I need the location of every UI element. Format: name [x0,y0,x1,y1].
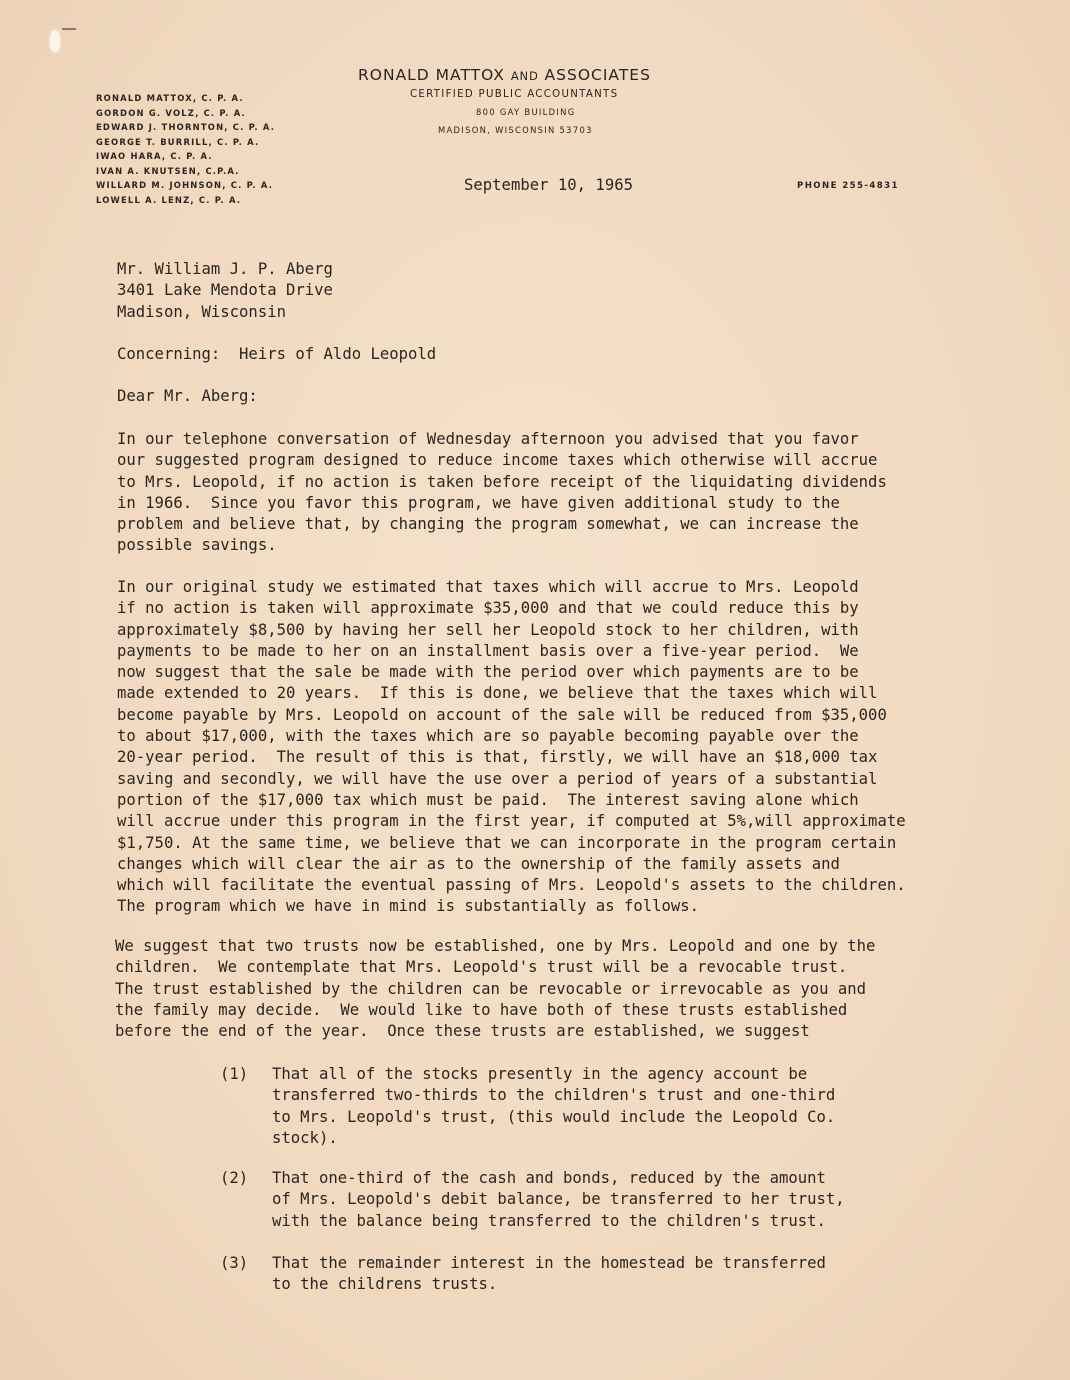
partner-name: LOWELL A. LENZ, C. P. A. [96,194,242,205]
partner-list [96,91,275,207]
list-item [220,1168,845,1253]
list-item [220,1064,836,1149]
paper-blemish [44,22,66,62]
partner-name: WILLARD M. JOHNSON, C. P. A. [96,180,274,190]
letter-date: September 10, 1965 [464,176,633,194]
list-item [220,1253,826,1338]
firm-city: MADISON, WISCONSIN 53703 [438,125,593,135]
partner-name: IVAN A. KNUTSEN, C.P.A. [96,165,240,176]
list-item-number: (2) [220,1169,249,1187]
partner-name: RONALD MATTOX, C. P. A. [96,93,244,103]
recipient-address: Mr. William J. P. Aberg 3401 Lake Mendota Drive Madison, Wisconsin [117,260,333,321]
list-item-text: That all of the stocks presently in the agency account be transferred two-thirds to the children's trust and one-third to Mrs. Leopold's trust, (this would include the Leopold Co. stock). [272,1065,836,1147]
partner-name: GEORGE T. BURRILL, C. P. A. [96,136,260,147]
body-paragraph: In our telephone conversation of Wednesday afternoon you advised that you favor our suggested program designed to reduce income taxes which otherwise will accrue to Mrs. Leopold, if no action is taken before receipt of the liquidating dividends in 1966. Since you favor this program, we have given additional study to the problem and believe that, by changing the program somewhat, we can increase the possible savings. [117,430,887,555]
partner-name: EDWARD J. THORNTON, C. P. A. [96,122,276,132]
firm-name: RONALD MATTOX AND ASSOCIATES [358,66,651,84]
list-item-number: (3) [220,1254,249,1272]
list-item-text: That one-third of the cash and bonds, reduced by the amount of Mrs. Leopold's debit balance, be transferred to her trust, with the balance being transferred to the children's trust. [272,1169,845,1230]
salutation: Dear Mr. Aberg: [117,387,258,405]
list-item-number: (1) [220,1065,249,1083]
partner-name: IWAO HARA, C. P. A. [96,151,213,161]
body-paragraph: We suggest that two trusts now be established, one by Mrs. Leopold and one by the children. We contemplate that Mrs. Leopold's trust will be a revocable trust. The trust established by the children can be revocable or irrevocable as you and the family may decide. We would like to have both of these trusts established before the end of the year. Once these trusts are established, we suggest [115,937,876,1041]
firm-subtitle: CERTIFIED PUBLIC ACCOUNTANTS [410,89,619,100]
firm-building: 800 GAY BUILDING [476,107,576,117]
body-paragraph: In our original study we estimated that taxes which will accrue to Mrs. Leopold if no action is taken will approximate $35,000 and that we could reduce this by approximately $8,500 by having her sell her Leopold stock to her children, with payments to be made to her on an installment basis over a five-year period. We now suggest that the sale be made with the period over which payments are to be made extended to 20 years. If this is done, we believe that the taxes which will become payable by Mrs. Leopold on account of the sale will be reduced from $35,000 to about $17,000, with the taxes which are so payable becoming payable over the 20-year period. The result of this is that, firstly, we will have an $18,000 tax saving and secondly, we will have the use over a period of years of a substantial portion of the $17,000 tax which must be paid. The interest saving alone which will accrue under this program in the first year, if computed at 5%,will approximate $1,750. At the same time, we believe that we can incorporate in the program certain changes which will clear the air as to the ownership of the family assets and which will facilitate the eventual passing of Mrs. Leopold's assets to the children. The program which we have in mind is substantially as follows. [117,578,906,916]
partner-name: GORDON G. VOLZ, C. P. A. [96,107,246,118]
list-item-text: That the remainder interest in the homestead be transferred to the childrens trusts. [272,1254,826,1294]
firm-phone: PHONE 255-4831 [797,181,899,191]
concerning-line: Concerning: Heirs of Aldo Leopold [117,345,437,363]
